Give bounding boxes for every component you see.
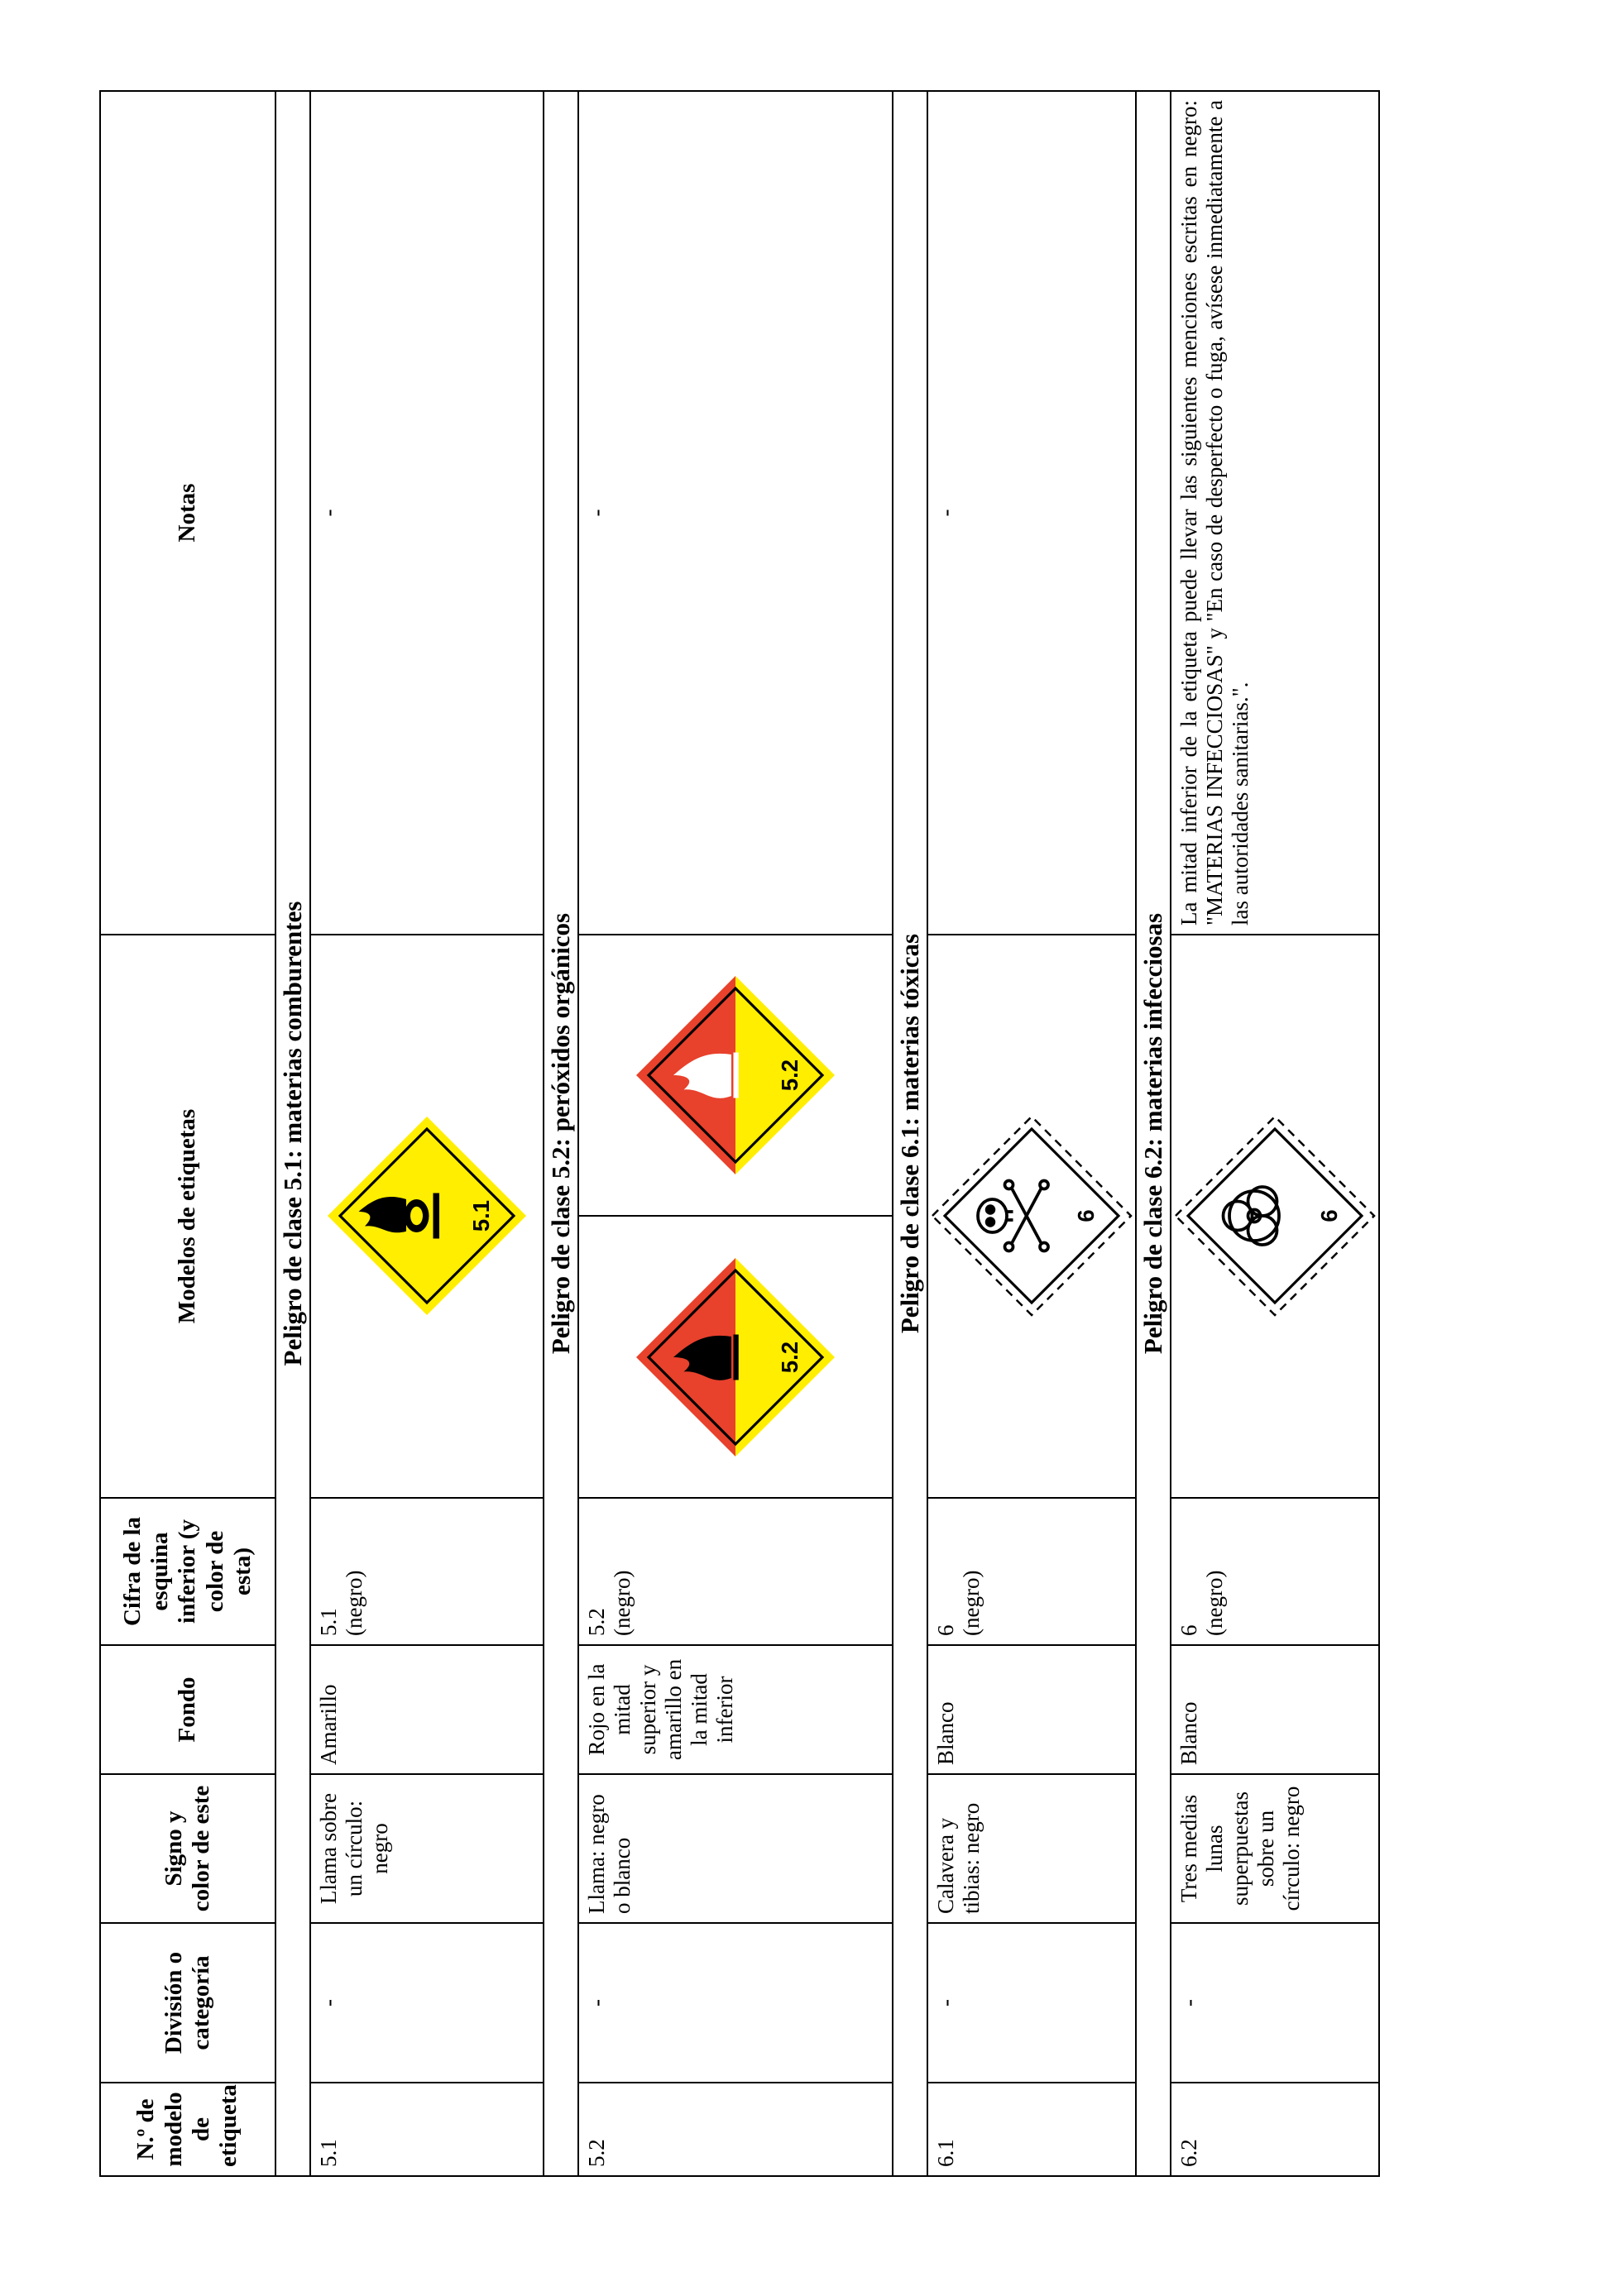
header-notes: Notas — [100, 91, 275, 935]
hazard-label-6-1 — [928, 1113, 1135, 1320]
background-cell: Blanco — [1171, 1645, 1379, 1774]
division-cell: - — [927, 1923, 1136, 2083]
corner-color: (negro) — [1202, 1570, 1228, 1636]
label-models-cell — [1171, 935, 1379, 1498]
label-number: 5.2 — [777, 1341, 802, 1373]
sign-cell: Tres medias lunas superpuestas sobre un círculo: negro — [1171, 1774, 1379, 1923]
header-division: División o categoría — [100, 1923, 275, 2083]
sign-cell: Calavera y tibias: negro — [927, 1774, 1136, 1923]
section-title: Peligro de clase 5.2: peróxidos orgánicos — [544, 91, 578, 2176]
header-models: Modelos de etiquetas — [100, 935, 275, 1498]
header-corner-figure: Cifra de la esquina inferior (y color de esta) — [100, 1498, 275, 1645]
corner-figure: 6 — [933, 1624, 958, 1636]
header-row — [100, 91, 275, 2176]
header-model-no: N.º de modelo de etiqueta — [100, 2083, 275, 2176]
corner-figure: 5.2 — [584, 1608, 609, 1636]
notes-cell: La mitad inferior de la etiqueta puede llevar las siguientes menciones escritas en negro: "MATERIAS INFECCIOSAS" y "En caso de desperfecto o fuga, avísese inmediatamente a las autoridades sanitarias.". — [1171, 91, 1379, 935]
corner-figure: 6 — [1176, 1624, 1201, 1636]
notes-cell: - — [578, 91, 893, 935]
label-number: 6 — [1316, 1209, 1342, 1223]
label-models-cell — [927, 935, 1136, 1498]
corner-figure-cell — [578, 1498, 893, 1645]
model-no-cell: 5.2 — [578, 2083, 893, 2176]
label-number: 6 — [1073, 1209, 1099, 1223]
header-sign: Signo y color de este — [100, 1774, 275, 1923]
hazard-label-5-2-white — [632, 972, 839, 1179]
background-cell: Amarillo — [310, 1645, 544, 1774]
hazard-label-6-2 — [1171, 1113, 1378, 1320]
hazard-label-5-2-black — [632, 1254, 839, 1461]
background-cell: Rojo en la mitad superior y amarillo en la mitad inferior — [578, 1645, 893, 1774]
sign-cell: Llama sobre un círculo: negro — [310, 1774, 544, 1923]
label-models-cell — [310, 935, 544, 1498]
corner-color: (negro) — [342, 1570, 367, 1636]
corner-color: (negro) — [959, 1570, 984, 1636]
label-number: 5.2 — [777, 1060, 802, 1092]
division-cell: - — [1171, 1923, 1379, 2083]
table-row — [310, 91, 544, 2176]
corner-figure-cell — [310, 1498, 544, 1645]
corner-figure-cell — [1171, 1498, 1379, 1645]
section-title: Peligro de clase 5.1: materias comburentes — [275, 91, 310, 2176]
corner-figure: 5.1 — [316, 1608, 341, 1636]
division-cell: - — [310, 1923, 544, 2083]
notes-cell: - — [310, 91, 544, 935]
model-no-cell: 6.1 — [927, 2083, 1136, 2176]
model-no-cell: 5.1 — [310, 2083, 544, 2176]
hazard-label-5-1 — [323, 1113, 530, 1320]
section-title-row — [544, 91, 578, 2176]
header-background: Fondo — [100, 1645, 275, 1774]
label-number: 5.1 — [468, 1200, 494, 1232]
corner-figure-cell — [927, 1498, 1136, 1645]
section-title-row — [275, 91, 310, 2176]
table-row — [927, 91, 1136, 2176]
section-title-row — [1136, 91, 1171, 2176]
table-row — [578, 91, 893, 2176]
notes-cell: - — [927, 91, 1136, 935]
background-cell: Blanco — [927, 1645, 1136, 1774]
division-cell: - — [578, 1923, 893, 2083]
sign-cell: Llama: negro o blanco — [578, 1774, 893, 1923]
labels-table — [99, 90, 1380, 2177]
table-row — [1171, 91, 1379, 2176]
section-title: Peligro de clase 6.1: materias tóxicas — [893, 91, 927, 2176]
model-no-cell: 6.2 — [1171, 2083, 1379, 2176]
section-title: Peligro de clase 6.2: materias infecciosas — [1136, 91, 1171, 2176]
corner-color: (negro) — [610, 1570, 635, 1636]
section-title-row — [893, 91, 927, 2176]
label-models-cell — [578, 935, 893, 1498]
